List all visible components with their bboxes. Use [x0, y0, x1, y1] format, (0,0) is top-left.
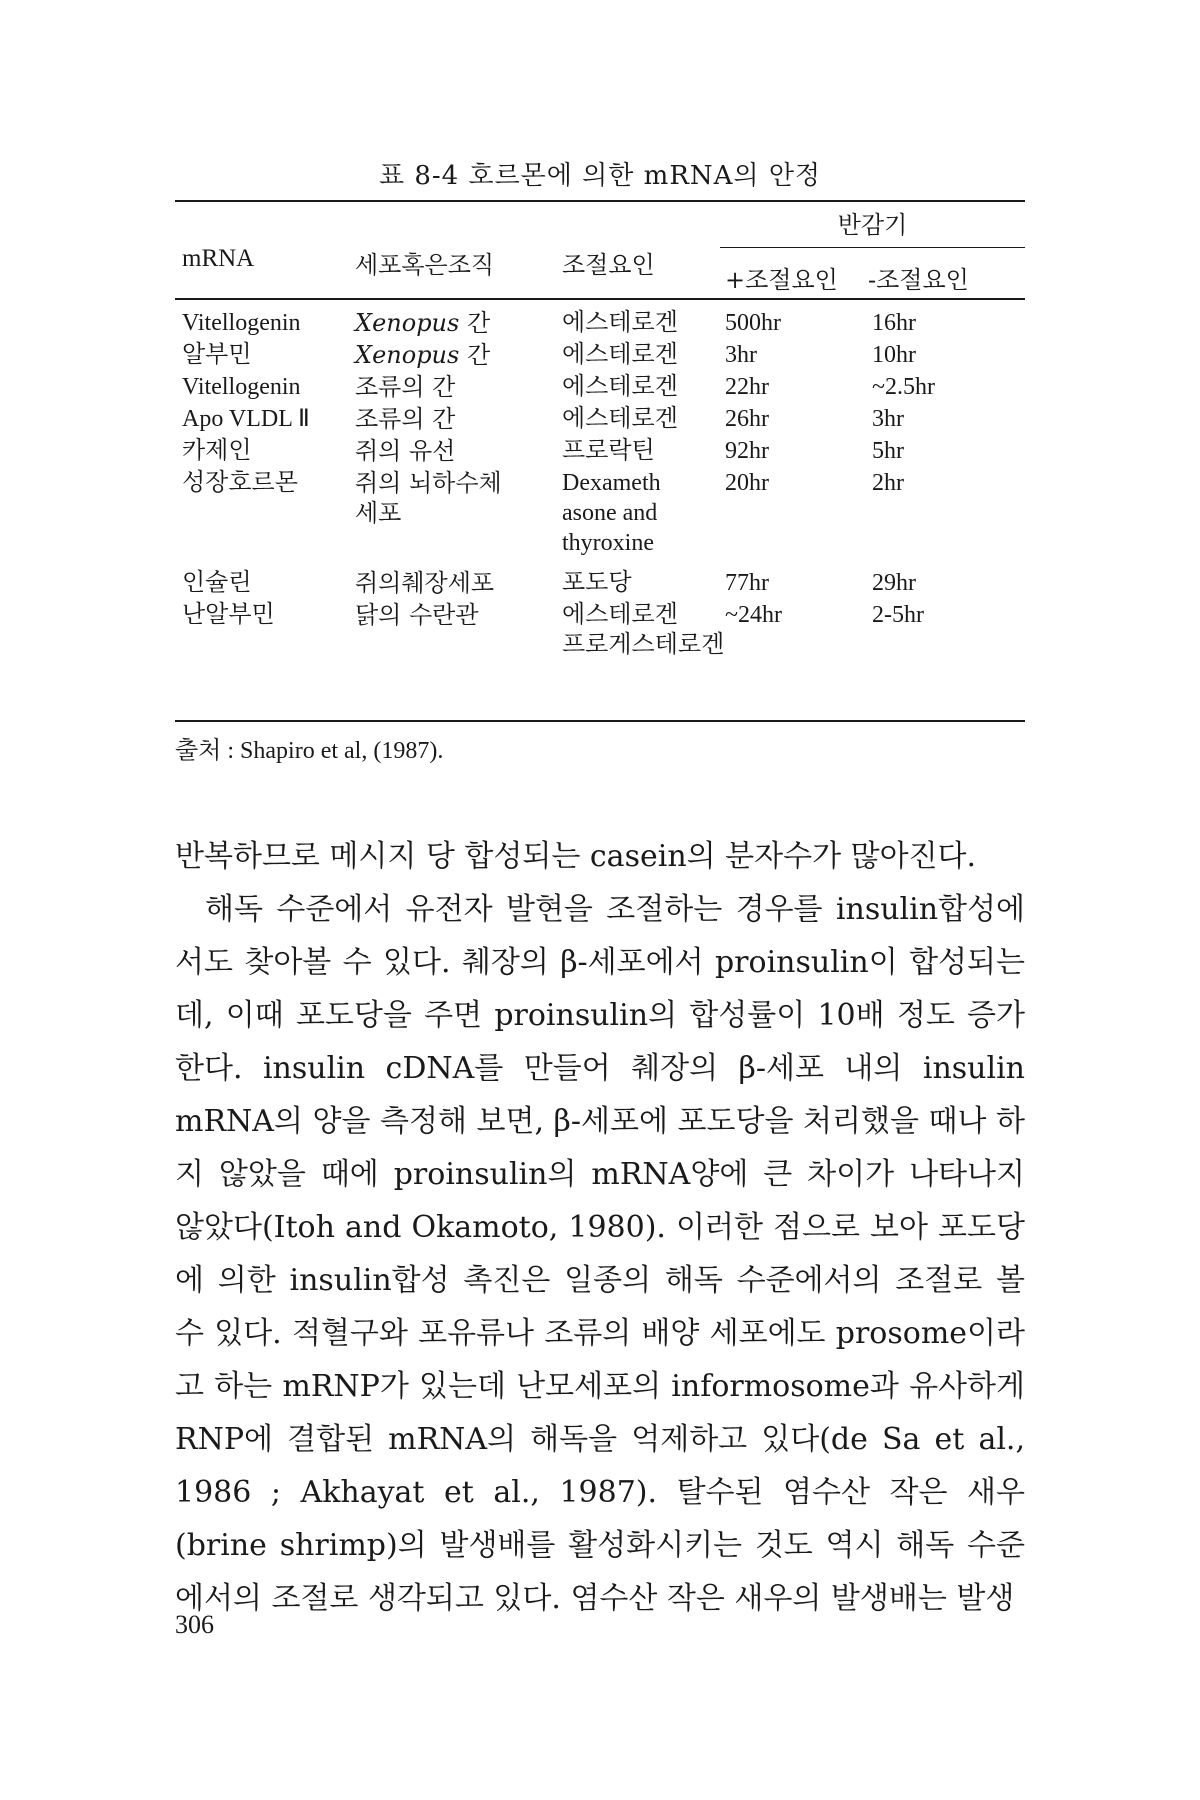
table-source: 출처 : Shapiro et al, (1987).	[175, 738, 444, 764]
cell-tissue	[355, 466, 502, 500]
cell-minus: 29hr	[872, 570, 916, 596]
header-minus-factor: -조절요인	[868, 266, 969, 294]
cell-tissue-text: 조류의 간	[355, 373, 456, 401]
header-half-life: 반감기	[837, 211, 908, 239]
table-row	[182, 496, 1025, 526]
cell-minus: 2hr	[872, 470, 904, 496]
cell-plus: 26hr	[725, 406, 769, 432]
cell-tissue-text: 간	[459, 341, 491, 369]
cell-mrna: 성장호르몬	[182, 470, 298, 496]
table-row	[182, 598, 1025, 628]
body-text	[175, 830, 1025, 1625]
cell-tissue	[355, 306, 490, 340]
cell-tissue-text: 간	[459, 309, 491, 337]
cell-factor: 에스테로겐	[562, 602, 678, 628]
cell-factor: asone and	[562, 500, 658, 526]
half-life-sub-rule	[720, 247, 1025, 248]
cell-factor: 프로락틴	[562, 438, 655, 464]
table-row	[182, 466, 1025, 496]
paragraph: 해독 수준에서 유전자 발현을 조절하는 경우를 insulin합성에서도 찾아볼 수 있다. 췌장의 β-세포에서 proinsulin이 합성되는데, 이때 포도당을 주면 proinsulin의 합성률이 10배 정도 증가한다. insulin cDNA를 만들어 췌장의 β-세포 내의 insulin mRNA의 양을 측정해 보면, β-세포에 포도당을 처리했을 때나 하지 않았을 때에 proinsulin의 mRNA양에 큰 차이가 나타나지 않았다(Itoh and Okamoto, 1980). 이러한 점으로 보아 포도당에 의한 insulin합성 촉진은 일종의 해독 수준에서의 조절로 볼 수 있다. 적혈구와 포유류나 조류의 배양 세포에도 prosome이라고 하는 mRNP가 있는데 난모세포의 informosome과 유사하게 RNP에 결합된 mRNA의 해독을 억제하고 있다(de Sa et al., 1986 ; Akhayat et al., 1987). 탈수된 염수산 작은 새우(brine shrimp)의 발생배를 활성화시키는 것도 역시 해독 수준에서의 조절로 생각되고 있다. 염수산 작은 새우의 발생배는 발생	[175, 892, 1025, 1616]
cell-factor: 에스테로겐	[562, 310, 678, 336]
table-body	[182, 306, 1025, 662]
cell-tissue-text: 닭의 수란관	[355, 601, 479, 629]
cell-minus: 5hr	[872, 438, 904, 464]
cell-factor: 에스테로겐	[562, 406, 678, 432]
table-title: 표 8-4 호르몬에 의한 mRNA의 안정	[378, 161, 822, 191]
cell-mrna: 카제인	[182, 438, 252, 464]
table-header-rule	[175, 298, 1025, 300]
cell-plus: 92hr	[725, 438, 769, 464]
cell-tissue-species: Xenopus	[355, 309, 460, 337]
table-row	[182, 306, 1025, 338]
cell-plus: ~24hr	[725, 602, 782, 628]
page-number: 306	[175, 1610, 214, 1639]
table-row	[182, 370, 1025, 402]
cell-factor: thyroxine	[562, 530, 654, 556]
table-row	[182, 566, 1025, 598]
cell-tissue-text: 쥐의 유선	[355, 437, 456, 465]
cell-factor: 에스테로겐	[562, 342, 678, 368]
table-row	[182, 434, 1025, 466]
cell-mrna: 난알부민	[182, 602, 275, 628]
cell-mrna: Vitellogenin	[182, 374, 301, 400]
paragraph: 반복하므로 메시지 당 합성되는 casein의 분자수가 많아진다.	[175, 839, 977, 874]
cell-plus: 3hr	[725, 342, 757, 368]
header-factor: 조절요인	[562, 251, 655, 279]
header-mrna: mRNA	[182, 245, 255, 272]
cell-factor: Dexameth	[562, 470, 661, 496]
table-top-rule	[175, 200, 1025, 202]
cell-mrna: Vitellogenin	[182, 310, 301, 336]
table-row	[182, 338, 1025, 370]
cell-tissue	[355, 434, 455, 468]
cell-tissue	[355, 496, 401, 530]
cell-minus: 3hr	[872, 406, 904, 432]
cell-minus: ~2.5hr	[872, 374, 935, 400]
table-bottom-rule	[175, 720, 1025, 722]
cell-mrna: Apo VLDL Ⅱ	[182, 406, 310, 432]
cell-tissue	[355, 402, 455, 436]
header-plus-factor: +조절요인	[725, 266, 838, 294]
table-row	[182, 526, 1025, 566]
cell-tissue	[355, 370, 455, 404]
table-row	[182, 402, 1025, 434]
cell-factor: 에스테로겐	[562, 374, 678, 400]
cell-tissue-text: 세포	[355, 499, 402, 527]
cell-tissue-text: 쥐의췌장세포	[355, 569, 495, 597]
cell-factor: 프로게스테로겐	[562, 632, 725, 658]
cell-tissue	[355, 338, 490, 372]
cell-tissue	[355, 566, 494, 600]
cell-tissue-text: 조류의 간	[355, 405, 456, 433]
cell-tissue-text: 쥐의 뇌하수체	[355, 469, 502, 497]
cell-plus: 20hr	[725, 470, 769, 496]
cell-minus: 2-5hr	[872, 602, 924, 628]
cell-minus: 10hr	[872, 342, 916, 368]
header-tissue: 세포혹은조직	[355, 251, 495, 279]
cell-tissue	[355, 598, 479, 632]
cell-factor: 포도당	[562, 570, 632, 596]
cell-mrna: 인슐린	[182, 570, 252, 596]
cell-plus: 77hr	[725, 570, 769, 596]
cell-plus: 500hr	[725, 310, 781, 336]
table-row	[182, 628, 1025, 662]
cell-plus: 22hr	[725, 374, 769, 400]
cell-tissue-species: Xenopus	[355, 341, 460, 369]
cell-minus: 16hr	[872, 310, 916, 336]
cell-mrna: 알부민	[182, 342, 252, 368]
